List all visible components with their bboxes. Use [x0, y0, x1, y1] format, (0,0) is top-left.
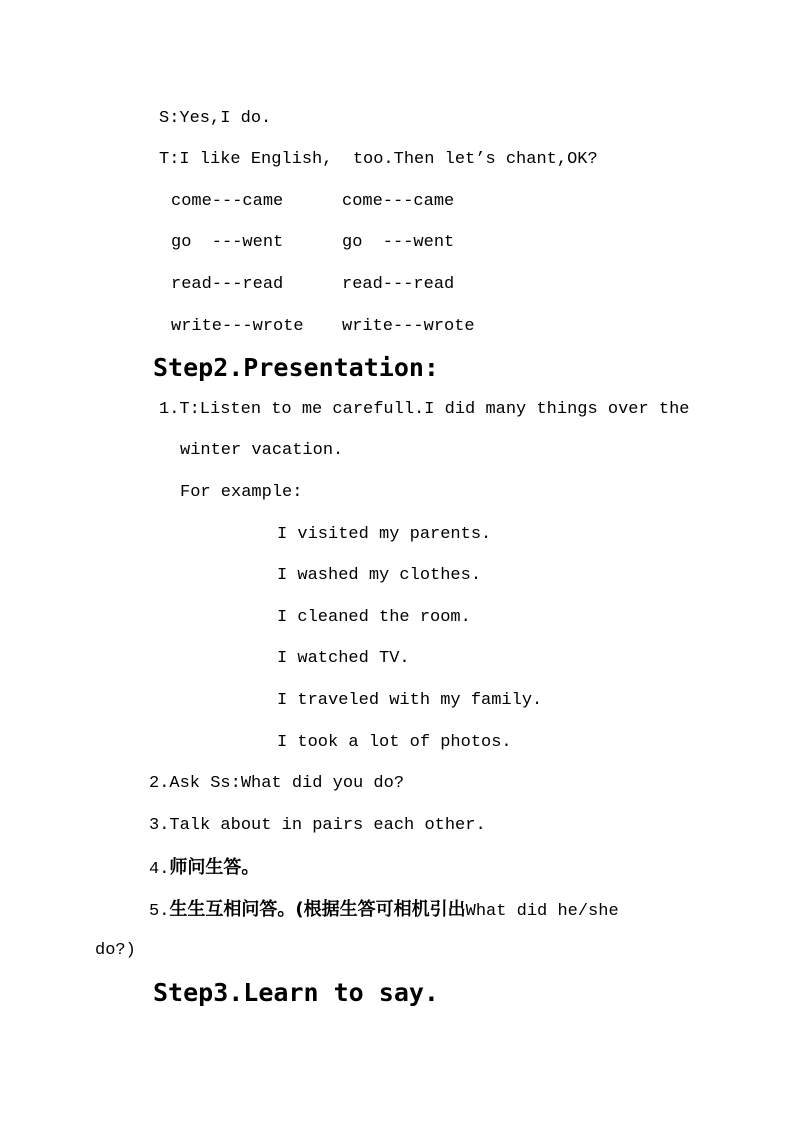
step2-item5	[149, 897, 619, 924]
item4-text: 师问生答。	[169, 857, 260, 878]
item4-number: 4.	[149, 860, 170, 879]
chant-left-3: read---read	[171, 275, 284, 294]
step2-item3: 3.Talk about in pairs each other.	[149, 816, 486, 835]
chant-right-4: write---wrote	[342, 317, 475, 336]
step2-item5-continuation: do?)	[95, 941, 136, 960]
example-sentence-1: I visited my parents.	[277, 525, 492, 544]
example-sentence-2: I washed my clothes.	[277, 566, 482, 585]
chant-left-1: come---came	[171, 192, 284, 211]
example-sentence-3: I cleaned the room.	[277, 608, 471, 627]
item5-number: 5.	[149, 902, 170, 921]
dialogue-teacher-line: T:I like English, too.Then let’s chant,OK?	[159, 150, 598, 169]
example-sentence-6: I took a lot of photos.	[277, 733, 512, 752]
step2-item4	[149, 855, 259, 882]
example-sentence-4: I watched TV.	[277, 649, 410, 668]
chant-right-3: read---read	[342, 275, 455, 294]
step2-item1-line2: winter vacation.	[180, 441, 344, 460]
step2-heading: Step2.Presentation:	[153, 353, 439, 382]
chant-left-2: go ---went	[171, 233, 284, 252]
chant-left-4: write---wrote	[171, 317, 304, 336]
step3-heading: Step3.Learn to say.	[153, 978, 439, 1007]
step2-item1-line1: 1.T:Listen to me carefull.I did many things over the	[159, 400, 690, 419]
item5-english-text: What did he/she	[465, 902, 619, 921]
dialogue-student-line: S:Yes,I do.	[159, 109, 272, 128]
step2-item2: 2.Ask Ss:What did you do?	[149, 774, 405, 793]
example-label: For example:	[180, 483, 303, 502]
chant-right-2: go ---went	[342, 233, 455, 252]
chant-right-1: come---came	[342, 192, 455, 211]
item5-cjk-text: 生生互相问答。(根据生答可相机引出	[169, 899, 466, 920]
example-sentence-5: I traveled with my family.	[277, 691, 543, 710]
